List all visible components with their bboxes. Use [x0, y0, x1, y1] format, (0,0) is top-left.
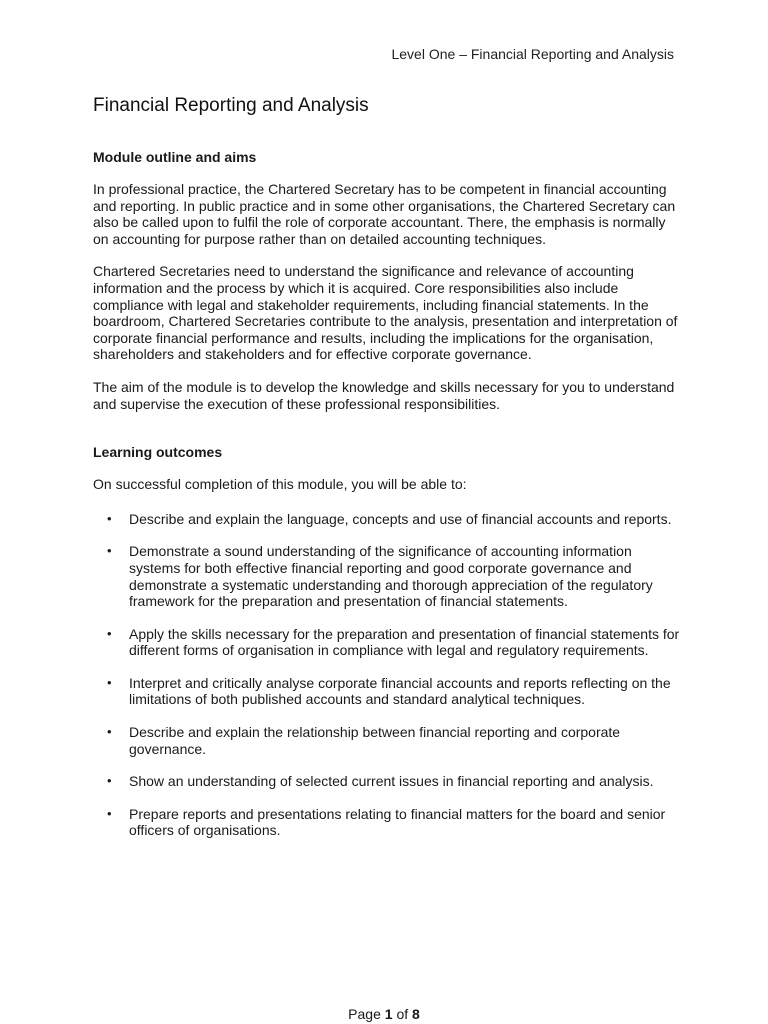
bullet-icon: • [107, 625, 112, 641]
list-item-text: Describe and explain the relationship between financial reporting and corporate governance. [129, 724, 621, 757]
list-item [93, 806, 683, 839]
of-word: of [396, 1006, 409, 1022]
page-footer [0, 1005, 768, 1023]
current-page-number: 1 [384, 1006, 393, 1022]
list-item [93, 724, 683, 757]
outcomes-intro: On successful completion of this module, you will be able to: [93, 476, 467, 493]
list-item-text: Prepare reports and presentations relating to financial matters for the board and senior officers of organisations. [129, 805, 666, 839]
bullet-icon: • [107, 674, 112, 690]
list-item-text: Apply the skills necessary for the preparation and presentation of financial statements for different forms of organisation in compliance with legal and regulatory requirements. [129, 625, 680, 659]
running-header: Level One – Financial Reporting and Analysis [391, 46, 674, 62]
module-paragraph-2: Chartered Secretaries need to understand the significance and relevance of accounting information and the process by which it is acquired. Core responsibilities also include compliance with legal and stakeholder requirements, including financial statements. In the boardroom, Chartered Secretaries contribute to the analysis, presentation and interpretation of corporate financial performance and results, including the implications for the organisation, shareholders and stakeholders and for effective corporate governance. [93, 263, 678, 363]
learning-outcomes-heading: Learning outcomes [93, 444, 223, 461]
list-item [93, 626, 683, 659]
list-item-text: Interpret and critically analyse corporate financial accounts and reports reflecting on the limitations of both published accounts and standard analytical techniques. [129, 674, 671, 708]
list-item-text: Demonstrate a sound understanding of the significance of accounting information systems for both effective financial reporting and good corporate governance and demonstrate a systematic understanding and thorough appreciation of the regulatory framework for the preparation and presentation of financial statements. [129, 543, 653, 610]
module-outline-heading: Module outline and aims [93, 149, 257, 165]
bullet-icon: • [107, 543, 112, 559]
bullet-icon: • [107, 724, 112, 740]
bullet-icon: • [107, 805, 112, 821]
list-item [93, 543, 683, 609]
list-item-text: Show an understanding of selected current issues in financial reporting and analysis. [129, 773, 654, 790]
list-item-text: Describe and explain the language, concepts and use of financial accounts and reports. [129, 510, 672, 527]
learning-outcomes-list [93, 511, 683, 839]
list-item [93, 773, 683, 790]
bullet-icon: • [107, 773, 112, 789]
total-page-count: 8 [412, 1006, 420, 1022]
list-item [93, 511, 683, 528]
page-word: Page [348, 1006, 381, 1022]
list-item [93, 675, 683, 708]
bullet-icon: • [107, 510, 112, 526]
document-title: Financial Reporting and Analysis [93, 95, 369, 116]
module-paragraph-3: The aim of the module is to develop the knowledge and skills necessary for you to understand and supervise the execution of these professional responsibilities. [93, 378, 675, 412]
document-body [93, 148, 683, 855]
module-paragraph-1: In professional practice, the Chartered Secretary has to be competent in financial accounting and reporting. In public practice and in some other organisations, the Chartered Secretary can also be called upon to fulfil the role of corporate accountant. There, the emphasis is normally on accounting for purpose rather than on detailed accounting techniques. [93, 181, 676, 247]
